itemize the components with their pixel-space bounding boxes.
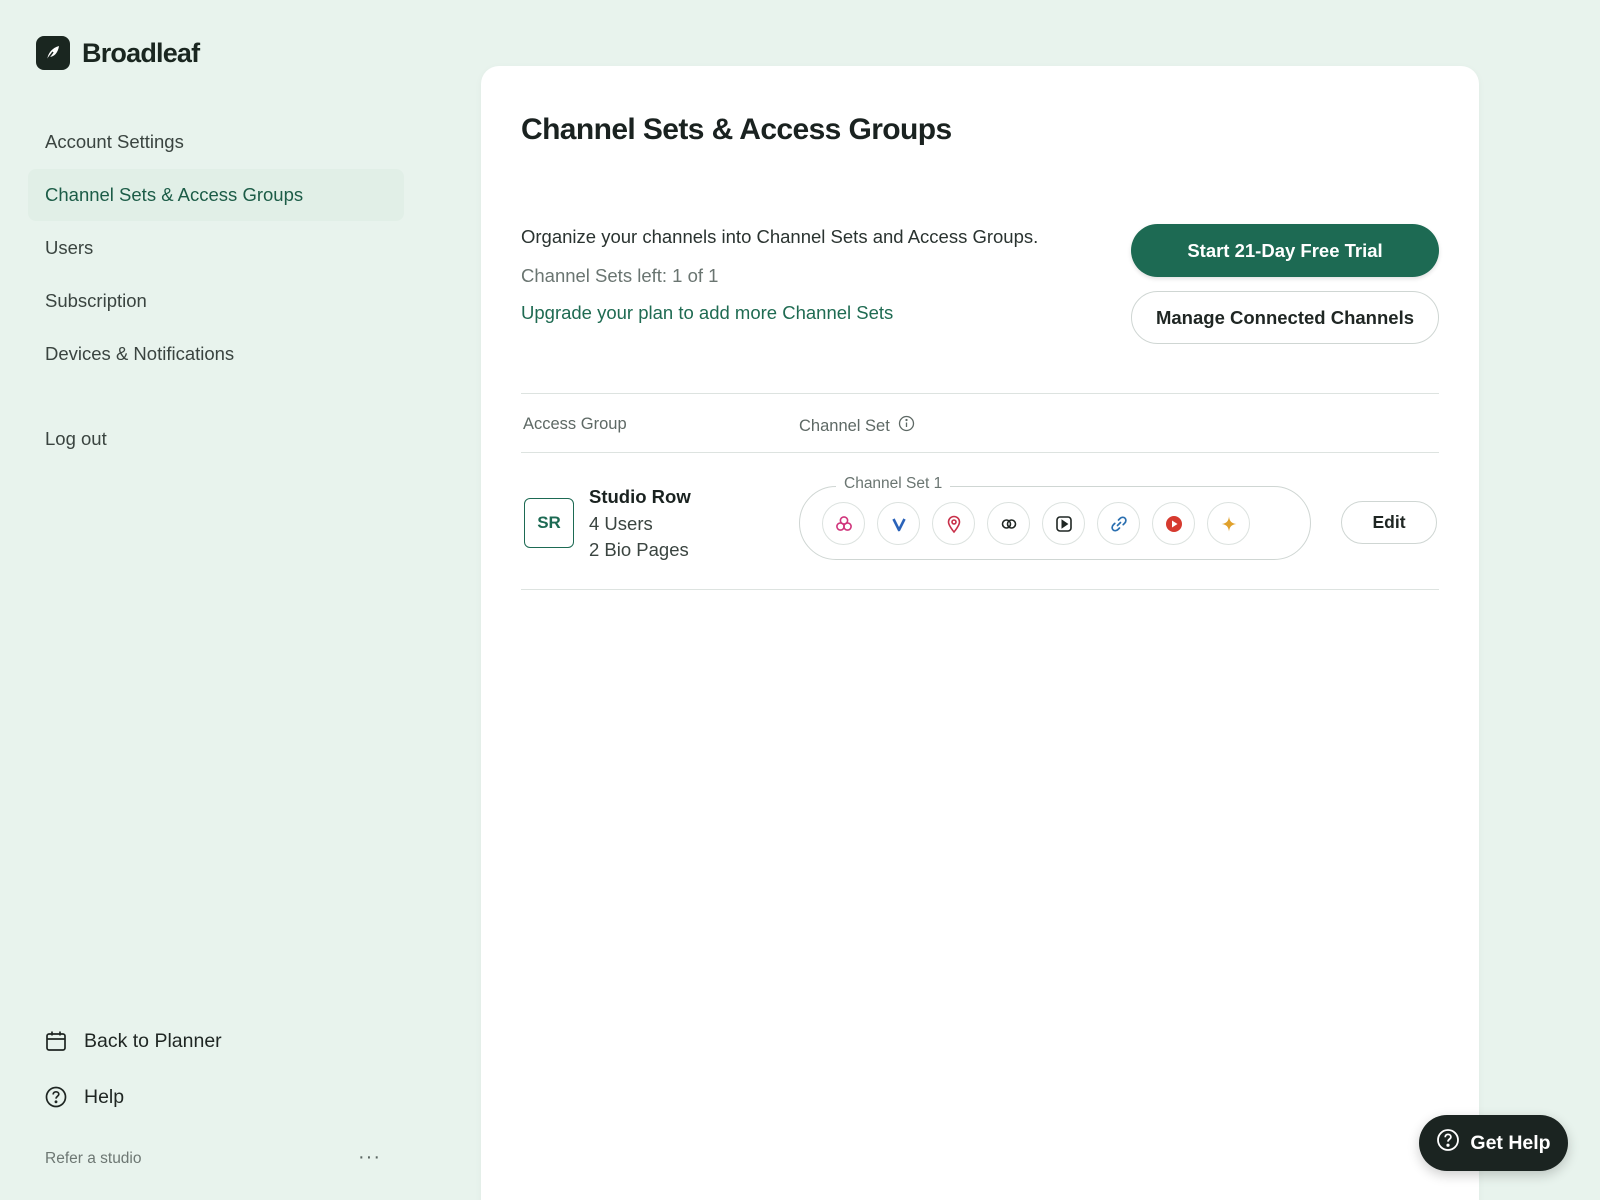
- main-card: [481, 66, 1479, 1200]
- map-pin-icon: [932, 502, 975, 545]
- sidebar-footer-links: [44, 1013, 222, 1125]
- record-play-icon: [1152, 502, 1195, 545]
- link-icon: [1097, 502, 1140, 545]
- leaf-icon: [36, 36, 70, 70]
- brand-logo[interactable]: [36, 36, 199, 70]
- back-to-planner-link[interactable]: [44, 1013, 222, 1069]
- calendar-icon: [44, 1029, 68, 1053]
- sidebar-item-subscription[interactable]: Subscription: [45, 290, 147, 311]
- refer-studio-link[interactable]: Refer a studio: [45, 1150, 142, 1167]
- column-header-channel-set: [799, 415, 915, 437]
- upgrade-plan-link[interactable]: Upgrade your plan to add more Channel Sets: [521, 302, 894, 323]
- back-to-planner-label: Back to Planner: [84, 1029, 222, 1052]
- edit-group-button[interactable]: Edit: [1341, 501, 1437, 544]
- help-link[interactable]: [44, 1069, 222, 1125]
- channel-sets-left: Channel Sets left: 1 of 1: [521, 265, 719, 286]
- manage-channels-button[interactable]: Manage Connected Channels: [1131, 291, 1439, 344]
- video-play-icon: [1042, 502, 1085, 545]
- info-icon[interactable]: [898, 415, 915, 437]
- channel-set-label: Channel Set 1: [836, 475, 950, 493]
- column-header-channel-set-label: Channel Set: [799, 416, 890, 435]
- table-divider-header: [521, 452, 1439, 453]
- sidebar: [0, 0, 420, 1200]
- v-letter-icon: [877, 502, 920, 545]
- channel-set-pill: [799, 475, 1311, 560]
- more-options-icon[interactable]: ···: [358, 1146, 381, 1168]
- get-help-button[interactable]: [1419, 1115, 1568, 1171]
- channel-icon-list: [822, 502, 1250, 545]
- question-circle-icon: [1436, 1128, 1460, 1158]
- group-bio-pages: 2 Bio Pages: [589, 539, 689, 560]
- group-avatar: SR: [524, 498, 574, 548]
- help-label: Help: [84, 1085, 125, 1108]
- sidebar-item-channel-sets[interactable]: Channel Sets & Access Groups: [28, 169, 404, 221]
- sidebar-item-devices-notifications[interactable]: Devices & Notifications: [45, 343, 235, 364]
- settings-nav: [28, 116, 404, 381]
- sparkle-icon: [1207, 502, 1250, 545]
- get-help-label: Get Help: [1470, 1131, 1551, 1154]
- page-title: Channel Sets & Access Groups: [521, 113, 952, 146]
- table-divider-top: [521, 393, 1439, 394]
- group-name: Studio Row: [589, 486, 691, 507]
- sidebar-item-account-settings[interactable]: Account Settings: [45, 131, 184, 152]
- table-divider-bottom: [521, 589, 1439, 590]
- brand-name: Broadleaf: [82, 37, 200, 68]
- group-user-count: 4 Users: [589, 513, 653, 534]
- sidebar-item-users[interactable]: Users: [45, 237, 94, 258]
- overlapping-rings-icon: [987, 502, 1030, 545]
- column-header-access-group: Access Group: [523, 415, 627, 433]
- start-trial-button[interactable]: Start 21-Day Free Trial: [1131, 224, 1439, 277]
- logout-link[interactable]: Log out: [45, 428, 107, 449]
- question-circle-icon: [44, 1085, 68, 1109]
- page-description: Organize your channels into Channel Sets and Access Groups.: [521, 226, 1039, 247]
- community-circles-icon: [822, 502, 865, 545]
